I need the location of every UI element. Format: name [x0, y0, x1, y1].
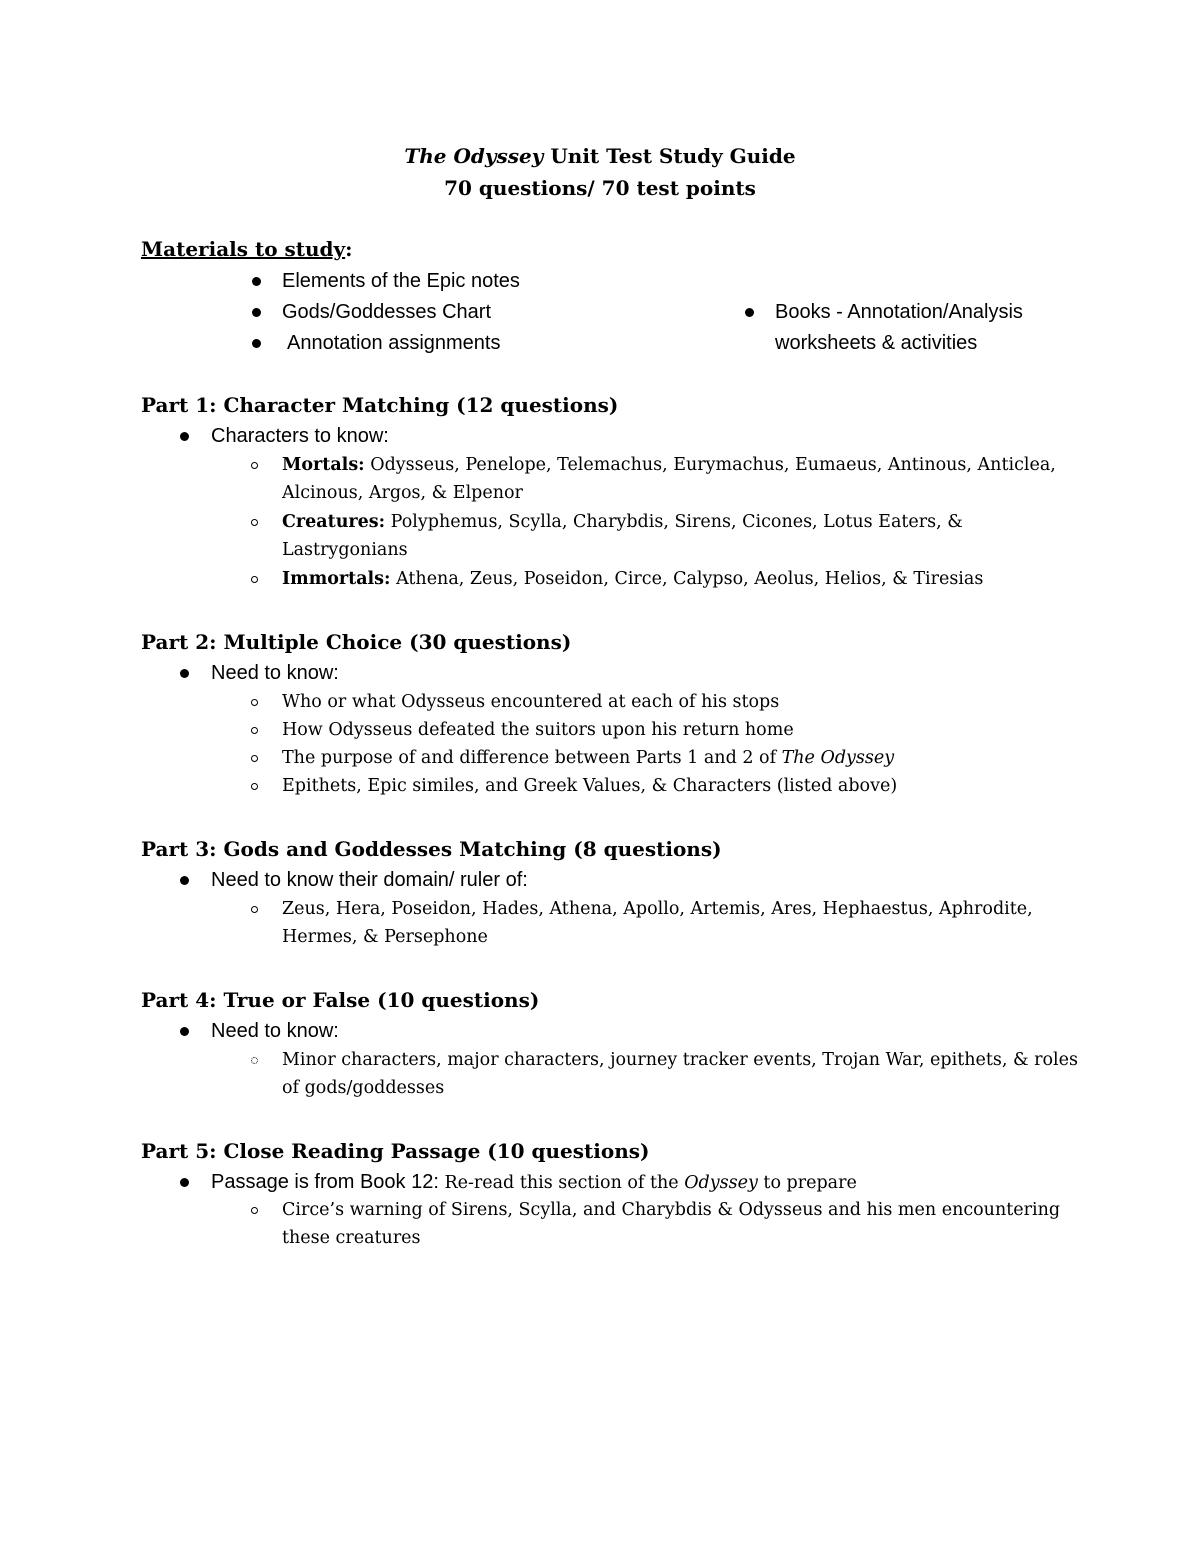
materials-item: Elements of the Epic notes [282, 270, 520, 292]
bullet-dot-icon [252, 339, 261, 348]
mortals-label: Mortals: [282, 455, 365, 475]
part1-creatures-continued: Lastrygonians [282, 540, 408, 560]
part4-bullet: Need to know: [211, 1020, 339, 1042]
mortals-text: Odysseus, Penelope, Telemachus, Eurymachus, Eumaeus, Antinous, Anticlea, [364, 455, 1056, 475]
part3-sub-item-continued: Hermes, & Persephone [282, 927, 488, 947]
part2-sub-item: How Odysseus defeated the suitors upon his return home [282, 720, 794, 740]
bullet-dot-icon [745, 308, 754, 317]
bullet-dot-icon [252, 277, 261, 286]
bullet-circle-icon [251, 519, 258, 526]
materials-item-right-continued: worksheets & activities [775, 332, 978, 354]
part5-bullet-mid-text: Re-read this section of the [444, 1173, 685, 1193]
title-rest: Unit Test Study Guide [543, 144, 796, 168]
bullet-circle-icon [251, 1057, 258, 1064]
document-title [0, 146, 1200, 166]
immortals-label: Immortals: [282, 569, 391, 589]
part4-sub-item: Minor characters, major characters, journey tracker events, Trojan War, epithets, & roles [282, 1050, 1078, 1070]
materials-heading-colon: : [345, 237, 353, 261]
bullet-circle-icon [251, 755, 258, 762]
part5-bullet-italic: Odyssey [684, 1173, 758, 1193]
part1-mortals-continued: Alcinous, Argos, & Elpenor [282, 483, 523, 503]
part2-sub-item [282, 750, 894, 768]
part2-sub3-italic: The Odyssey [781, 748, 895, 768]
part5-bullet [211, 1172, 857, 1193]
bullet-dot-icon [252, 308, 261, 317]
part5-bullet-pre: Passage is from Book 12: [211, 1171, 445, 1193]
bullet-dot-icon [180, 1178, 189, 1187]
part5-bullet-mid [444, 1173, 856, 1193]
part4-sub-item-continued: of gods/goddesses [282, 1078, 445, 1098]
part3-heading: Part 3: Gods and Goddesses Matching (8 questions) [141, 837, 722, 861]
part1-mortals [282, 457, 1056, 475]
part1-heading: Part 1: Character Matching (12 questions) [141, 393, 619, 417]
part2-sub-item: Who or what Odysseus encountered at each of his stops [282, 692, 780, 712]
part3-sub-item: Zeus, Hera, Poseidon, Hades, Athena, Apollo, Artemis, Ares, Hephaestus, Aphrodite, [282, 899, 1033, 919]
document-subtitle: 70 questions/ 70 test points [444, 176, 756, 200]
part5-heading: Part 5: Close Reading Passage (10 questions) [141, 1139, 650, 1163]
materials-item: Annotation assignments [287, 332, 501, 354]
bullet-circle-icon [251, 783, 258, 790]
bullet-dot-icon [180, 1027, 189, 1036]
part2-bullet: Need to know: [211, 662, 339, 684]
creatures-text: Polyphemus, Scylla, Charybdis, Sirens, Cicones, Lotus Eaters, & [385, 512, 963, 532]
materials-heading [141, 239, 353, 259]
part1-bullet: Characters to know: [211, 425, 389, 447]
part5-sub-item-continued: these creatures [282, 1228, 421, 1248]
part3-bullet: Need to know their domain/ ruler of: [211, 869, 528, 891]
immortals-text: Athena, Zeus, Poseidon, Circe, Calypso, Aeolus, Helios, & Tiresias [390, 569, 984, 589]
bullet-circle-icon [251, 1207, 258, 1214]
bullet-circle-icon [251, 462, 258, 469]
part5-bullet-post: to prepare [757, 1173, 857, 1193]
part5-sub-item: Circe’s warning of Sirens, Scylla, and Charybdis & Odysseus and his men encountering [282, 1200, 1061, 1220]
part2-heading: Part 2: Multiple Choice (30 questions) [141, 630, 572, 654]
bullet-circle-icon [251, 727, 258, 734]
materials-item: Gods/Goddesses Chart [282, 301, 491, 323]
bullet-dot-icon [180, 876, 189, 885]
part2-sub3-text: The purpose of and difference between Parts 1 and 2 of [282, 748, 782, 768]
part1-creatures [282, 514, 963, 532]
bullet-dot-icon [180, 432, 189, 441]
title-italic: The Odyssey [404, 144, 544, 168]
creatures-label: Creatures: [282, 512, 386, 532]
bullet-dot-icon [180, 669, 189, 678]
part4-heading: Part 4: True or False (10 questions) [141, 988, 540, 1012]
part2-sub-item: Epithets, Epic similes, and Greek Values, & Characters (listed above) [282, 776, 898, 796]
bullet-circle-icon [251, 699, 258, 706]
bullet-circle-icon [251, 906, 258, 913]
materials-heading-text: Materials to study [141, 237, 346, 261]
part1-immortals [282, 571, 983, 589]
materials-item-right: Books - Annotation/Analysis [775, 301, 1023, 323]
bullet-circle-icon [251, 576, 258, 583]
